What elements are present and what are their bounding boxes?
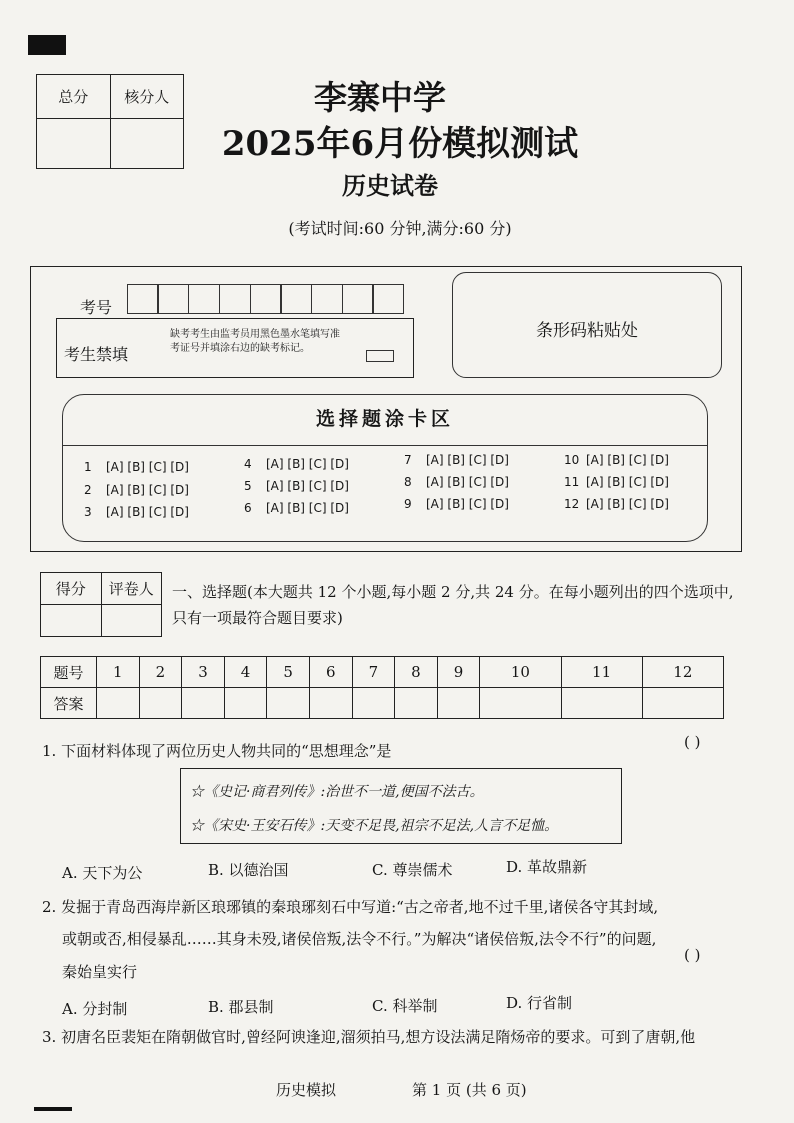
question-number: 11: [561, 657, 642, 688]
section-heading: 一、选择题(本大题共 12 个小题,每小题 2 分,共 24 分。在每小题列出的四个选项中,只有一项最符合题目要求): [172, 583, 734, 627]
answer-label: 答案: [41, 688, 97, 719]
answer-cell[interactable]: [139, 688, 182, 719]
omr-item[interactable]: 7 [A] [B] [C] [D]: [404, 453, 509, 467]
question-number: 1: [97, 657, 140, 688]
question-number: 4: [224, 657, 267, 688]
omr-item[interactable]: 9 [A] [B] [C] [D]: [404, 497, 509, 511]
question-2-line-3: 秦始皇实行: [62, 963, 138, 981]
answer-cell[interactable]: [224, 688, 267, 719]
omr-item[interactable]: 4 [A] [B] [C] [D]: [244, 457, 349, 471]
omr-item[interactable]: 2 [A] [B] [C] [D]: [84, 483, 189, 497]
omr-item[interactable]: 3 [A] [B] [C] [D]: [84, 505, 189, 519]
answer-cell[interactable]: [267, 688, 310, 719]
question-number: 5: [267, 657, 310, 688]
total-score-cell[interactable]: [37, 119, 111, 169]
answer-cell[interactable]: [309, 688, 352, 719]
footer-page-number: 第 1 页 (共 6 页): [412, 1081, 527, 1099]
exam-number-digit[interactable]: [250, 284, 282, 314]
question-2-option-b[interactable]: B. 郡县制: [208, 998, 274, 1016]
exam-number-digit[interactable]: [219, 284, 251, 314]
question-1-option-d[interactable]: D. 革故鼎新: [506, 858, 588, 876]
question-number: 12: [642, 657, 723, 688]
total-score-table: [36, 74, 184, 169]
question-2-option-d[interactable]: D. 行省制: [506, 994, 573, 1012]
omr-item[interactable]: 11 [A] [B] [C] [D]: [564, 475, 669, 489]
answer-table: [40, 656, 724, 719]
question-1-answer-blank[interactable]: ( ): [684, 733, 701, 751]
question-1-stem: 1. 下面材料体现了两位历史人物共同的“思想理念”是: [42, 742, 392, 760]
answer-cell[interactable]: [480, 688, 561, 719]
answer-cell[interactable]: [437, 688, 480, 719]
question-2-answer-blank[interactable]: ( ): [684, 946, 701, 964]
footer-subject: 历史模拟: [276, 1081, 337, 1099]
exam-number-boxes[interactable]: [128, 284, 404, 314]
school-name: 李寨中学: [314, 78, 446, 117]
omr-title: 选择题涂卡区: [315, 408, 454, 430]
question-number: 2: [139, 657, 182, 688]
checker-cell[interactable]: [110, 119, 184, 169]
question-1-option-b[interactable]: B. 以德治国: [208, 861, 289, 879]
total-score-label: 总分: [37, 75, 111, 119]
barcode-label: 条形码粘贴处: [536, 321, 638, 341]
question-2-line-2: 或朝或否,相侵暴乱……其身未殁,诸侯倍叛,法令不行。”为解决“诸侯倍叛,法令不行”的问题,: [62, 930, 657, 948]
candidate-forbidden-label: 考生禁填: [64, 345, 129, 364]
exam-number-digit[interactable]: [127, 284, 159, 314]
question-2-option-a[interactable]: A. 分封制: [62, 1000, 128, 1018]
exam-number-label: 考号: [80, 298, 113, 317]
question-number: 7: [352, 657, 395, 688]
question-2-line-1: 2. 发掘于青岛西海岸新区琅琊镇的秦琅琊刻石中写道:“古之帝者,地不过千里,诸侯各守其封域,: [42, 898, 659, 916]
exam-number-digit[interactable]: [188, 284, 220, 314]
exam-number-digit[interactable]: [157, 284, 189, 314]
question-number: 3: [182, 657, 225, 688]
omr-item[interactable]: 8 [A] [B] [C] [D]: [404, 475, 509, 489]
answer-cell[interactable]: [97, 688, 140, 719]
omr-divider: [63, 445, 707, 446]
exam-number-digit[interactable]: [280, 284, 312, 314]
section-score-label: 得分: [41, 573, 102, 605]
exam-number-digit[interactable]: [311, 284, 343, 314]
registration-mark: [28, 35, 66, 55]
section-score-cell[interactable]: [41, 605, 102, 637]
answer-cell[interactable]: [561, 688, 642, 719]
subject-title: 历史试卷: [342, 171, 438, 200]
omr-item[interactable]: 1 [A] [B] [C] [D]: [84, 460, 189, 474]
question-number: 6: [309, 657, 352, 688]
question-number: 8: [395, 657, 438, 688]
absence-mark-box[interactable]: [366, 350, 394, 362]
question-number: 9: [437, 657, 480, 688]
omr-item[interactable]: 5 [A] [B] [C] [D]: [244, 479, 349, 493]
absence-instruction: 缺考考生由监考员用黑色墨水笔填写准考证号并填涂右边的缺考标记。: [170, 329, 340, 354]
exam-number-digit[interactable]: [342, 284, 374, 314]
question-number: 10: [480, 657, 561, 688]
omr-item[interactable]: 6 [A] [B] [C] [D]: [244, 501, 349, 515]
section-grader-label: 评卷人: [101, 573, 162, 605]
omr-item[interactable]: 10 [A] [B] [C] [D]: [564, 453, 669, 467]
answer-cell[interactable]: [395, 688, 438, 719]
section-score-table: [40, 572, 162, 637]
question-2-option-c[interactable]: C. 科举制: [372, 997, 438, 1015]
omr-item[interactable]: 12 [A] [B] [C] [D]: [564, 497, 669, 511]
exam-info: (考试时间:60 分钟,满分:60 分): [288, 219, 512, 238]
exam-title: 2025年6月份模拟测试: [221, 124, 579, 164]
question-1-quote-2: ☆《宋史·王安石传》:天变不足畏,祖宗不足法,人言不足恤。: [190, 818, 559, 834]
answer-cell[interactable]: [352, 688, 395, 719]
checker-label: 核分人: [110, 75, 184, 119]
exam-number-digit[interactable]: [372, 284, 404, 314]
answer-cell[interactable]: [642, 688, 723, 719]
question-3-line-1: 3. 初唐名臣裴矩在隋朝做官时,曾经阿谀逢迎,溜须拍马,想方设法满足隋炀帝的要求。可到了唐朝,他: [42, 1028, 696, 1046]
question-1-option-a[interactable]: A. 天下为公: [62, 864, 143, 882]
question-1-quote-1: ☆《史记·商君列传》:治世不一道,便国不法古。: [190, 784, 484, 800]
question-1-option-c[interactable]: C. 尊崇儒术: [372, 861, 453, 879]
section-grader-cell[interactable]: [101, 605, 162, 637]
registration-mark: [34, 1107, 72, 1111]
answer-cell[interactable]: [182, 688, 225, 719]
question-number-label: 题号: [41, 657, 97, 688]
